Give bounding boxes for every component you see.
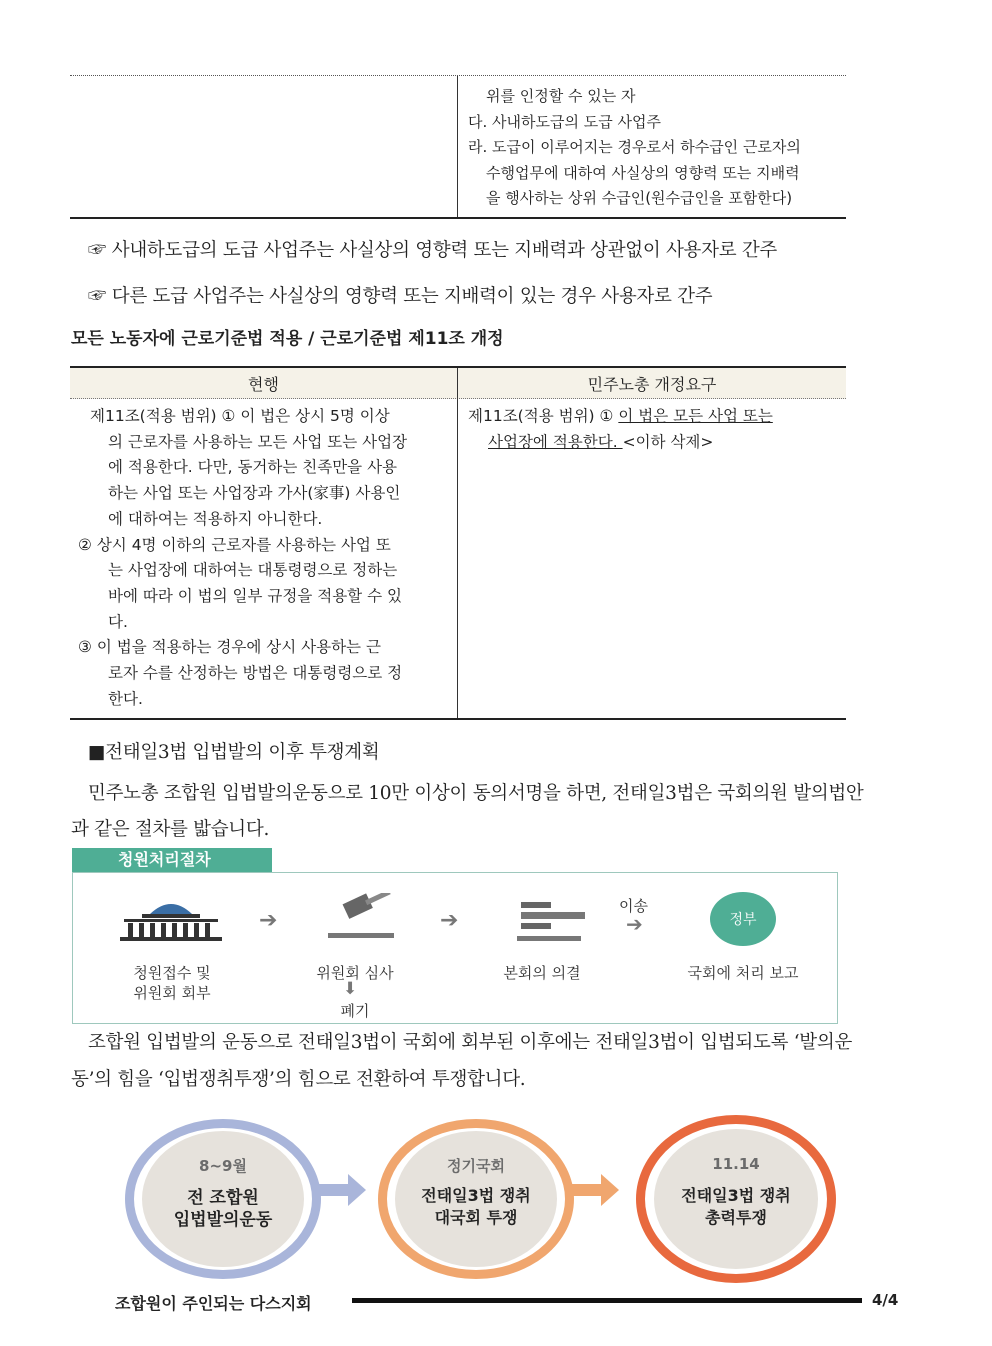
note-2: ☞ 다른 도급 사업주는 사실상의 영향력 또는 지배력이 있는 경우 사용자로 간주	[88, 286, 713, 307]
law-line: 제11조(적용 범위) ① 이 법은 상시 5명 이상	[90, 407, 390, 425]
stage-2-line-2: 대국회 투쟁	[434, 1208, 518, 1227]
demand-cell	[468, 404, 840, 455]
transfer-label: 이송	[619, 897, 648, 915]
footer-slogan: 조합원이 주인되는 다스지회	[115, 1294, 312, 1313]
header-demand: 민주노총 개정요구	[587, 375, 717, 394]
law-line: 로자 수를 산정하는 방법은 대통령령으로 정	[108, 664, 403, 683]
current-law-cell	[78, 404, 450, 712]
step-1-line-1: 청원접수 및	[133, 964, 211, 982]
process-title: 청원처리절차	[72, 848, 272, 872]
step-3-label: 본회의 의결	[503, 964, 581, 982]
table-line: 수행업무에 대하여 사실상의 영향력 또는 지배력	[486, 163, 800, 182]
law-line: 다.	[108, 612, 128, 631]
government-badge	[710, 892, 776, 946]
law-line: 바에 따라 이 법의 일부 규정을 적용할 수 있	[108, 586, 402, 605]
table-column-divider	[457, 368, 458, 718]
footer-rule	[352, 1298, 862, 1303]
note-1: ☞ 사내하도급의 도급 사업주는 사실상의 영향력 또는 지배력과 상관없이 사용자로 간주	[88, 240, 777, 261]
stage-3-inner	[654, 1129, 818, 1269]
demand-prefix: 제11조(적용 범위) ①	[468, 407, 619, 425]
demand-underlined-1: 이 법은 모든 사업 또는	[618, 407, 773, 425]
arrow-right-icon: ➔	[626, 912, 643, 936]
arrow-down-icon: ⬇	[343, 979, 358, 999]
step-1-label	[110, 963, 234, 1003]
stage-1-line-1: 전 조합원	[187, 1188, 259, 1208]
demand-suffix: <이하 삭제>	[622, 432, 714, 451]
page-number: 4/4	[872, 1291, 899, 1309]
table-column-divider	[457, 76, 458, 217]
stage-arrow-icon	[318, 1172, 370, 1208]
law-line: 한다.	[108, 689, 143, 708]
table-line: 다. 사내하도급의 도급 사업주	[468, 112, 661, 131]
stage-2-inner	[395, 1131, 557, 1267]
table-line: 을 행사하는 상위 수급인(원수급인을 포함한다)	[486, 189, 793, 207]
law-line: 는 사업장에 대하여는 대통령령으로 정하는	[108, 561, 398, 580]
section-heading: 모든 노동자에 근로기준법 적용 / 근로기준법 제11조 개정	[71, 329, 504, 349]
table-line: 위를 인정할 수 있는 자	[486, 87, 636, 105]
law-line: 의 근로자를 사용하는 모든 사업 또는 사업장	[108, 432, 408, 451]
law-line: ② 상시 4명 이하의 근로자를 사용하는 사업 또	[78, 535, 391, 554]
paragraph-1-line-2: 과 같은 절차를 밟습니다.	[71, 819, 270, 840]
demand-underlined-2: 사업장에 적용한다.	[488, 432, 623, 451]
step-2-sub-label: 폐기	[340, 1002, 370, 1020]
law-line: ③ 이 법을 적용하는 경우에 상시 사용하는 근	[78, 638, 381, 657]
parliament-icon	[120, 898, 222, 942]
plan-heading: ■전태일3법 입법발의 이후 투쟁계획	[88, 742, 380, 763]
table-header-row	[70, 368, 846, 399]
table-line: 라. 도급이 이루어지는 경우로서 하수급인 근로자의	[468, 138, 801, 156]
step-4-label: 국회에 처리 보고	[687, 964, 799, 982]
stage-1-inner	[142, 1131, 304, 1267]
header-current: 현행	[248, 375, 279, 394]
paragraph-2-line-2: 동’의 힘을 ‘입법쟁취투쟁’의 힘으로 전환하여 투쟁합니다.	[71, 1069, 526, 1090]
arrow-right-icon: ➔	[440, 908, 459, 933]
government-label: 정부	[729, 912, 757, 928]
plenary-icon	[515, 898, 585, 944]
top-table-right-cell	[468, 84, 840, 212]
top-table	[70, 75, 846, 219]
stage-3-line-1: 전태일3법 쟁취	[681, 1186, 791, 1205]
gavel-icon	[326, 893, 398, 943]
law-line: 에 대하여는 적용하지 아니한다.	[108, 509, 323, 528]
stage-2-head: 정기국회	[447, 1157, 505, 1175]
stage-3-line-2: 총력투쟁	[705, 1208, 767, 1227]
stage-3-head: 11.14	[712, 1155, 760, 1173]
paragraph-1-line-1: 민주노총 조합원 입법발의운동으로 10만 이상이 동의서명을 하면, 전태일3법은 국회의원 발의법안	[88, 783, 864, 804]
arrow-right-icon: ➔	[259, 908, 278, 933]
stage-2-line-1: 전태일3법 쟁취	[421, 1186, 531, 1205]
comparison-table	[70, 366, 846, 720]
stage-1-head: 8~9월	[199, 1157, 247, 1175]
law-line: 하는 사업 또는 사업장과 가사(家事) 사용인	[108, 484, 401, 503]
stage-arrow-icon	[571, 1172, 623, 1208]
step-2-label: 위원회 심사	[316, 964, 394, 982]
stage-1-line-2: 입법발의운동	[173, 1210, 273, 1230]
step-1-line-2: 위원회 회부	[133, 984, 211, 1002]
law-line: 에 적용한다. 다만, 동거하는 친족만을 사용	[108, 458, 398, 477]
paragraph-2-line-1: 조합원 입법발의 운동으로 전태일3법이 국회에 회부된 이후에는 전태일3법이 입법되도록 ‘발의운	[88, 1032, 853, 1053]
